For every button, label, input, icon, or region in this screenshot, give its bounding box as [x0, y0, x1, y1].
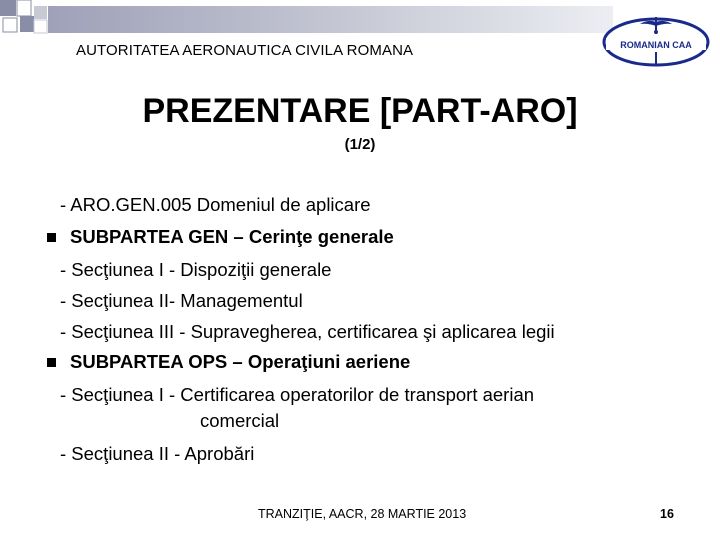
content-line-continuation: comercial	[200, 410, 280, 431]
slide-subtitle: (1/2)	[344, 136, 376, 153]
organization-name: AUTORITATEA AERONAUTICA CIVILA ROMANA	[76, 42, 414, 59]
romanian-caa-logo	[600, 14, 712, 70]
square-bullet-icon	[47, 233, 56, 242]
page-number: 16	[660, 507, 674, 521]
content-line: - Secţiunea I - Dispoziţii generale	[60, 259, 332, 280]
content-line: - Secţiunea II - Aprobări	[60, 443, 255, 464]
content-line: - Secţiunea I - Certificarea operatorilor de transport aerian	[60, 384, 535, 405]
slide-title: PREZENTARE [PART-ARO]	[142, 92, 578, 130]
content-line: - Secţiunea II- Managementul	[60, 290, 303, 311]
logo-text: ROMANIAN CAA	[620, 40, 692, 50]
content-line: - Secţiunea III - Supravegherea, certificarea şi aplicarea legii	[60, 321, 555, 342]
section-heading: SUBPARTEA OPS – Operaţiuni aeriene	[70, 351, 411, 372]
section-heading: SUBPARTEA GEN – Cerinţe generale	[70, 226, 394, 247]
content-line: - ARO.GEN.005 Domeniul de aplicare	[60, 194, 371, 215]
footer-text: TRANZIŢIE, AACR, 28 MARTIE 2013	[258, 507, 467, 521]
square-bullet-icon	[47, 358, 56, 367]
